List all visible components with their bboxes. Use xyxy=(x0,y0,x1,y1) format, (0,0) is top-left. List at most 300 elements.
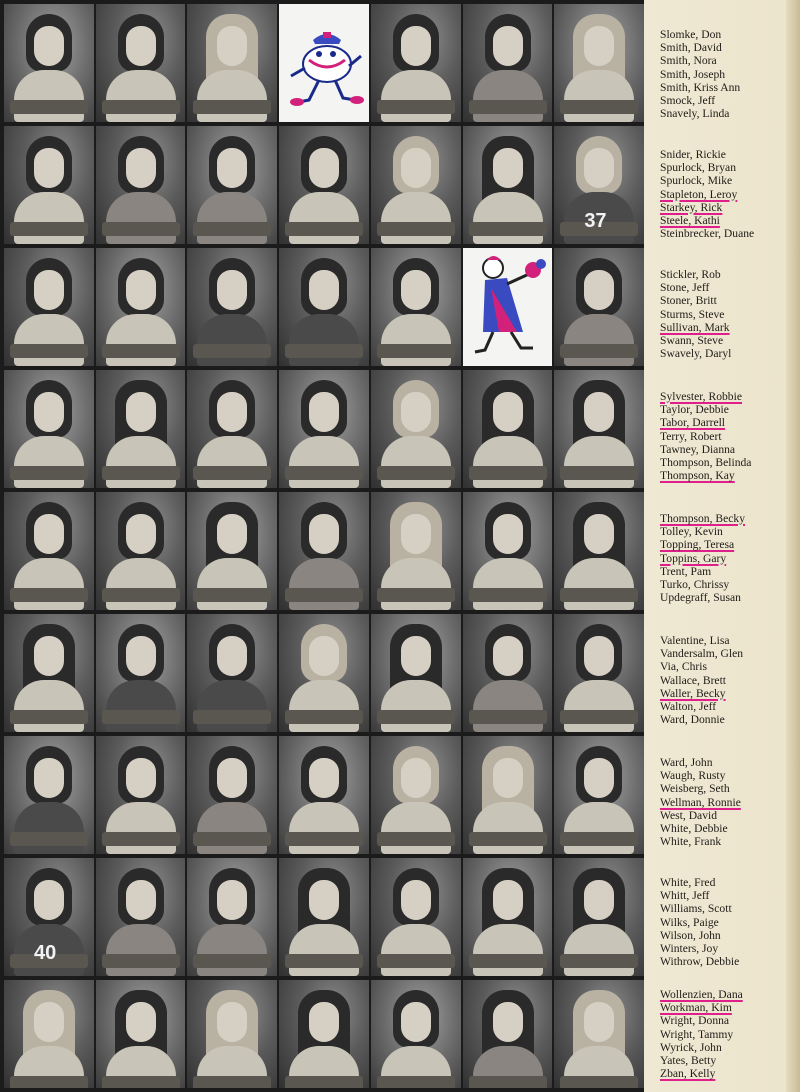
portrait-chair xyxy=(10,466,88,480)
portrait-shirt xyxy=(197,70,267,122)
portrait-shirt xyxy=(14,192,84,244)
student-name: Thompson, Kay xyxy=(660,469,735,483)
portrait-chair xyxy=(377,222,455,236)
student-portrait xyxy=(187,248,277,366)
student-name: Swavely, Daryl xyxy=(660,347,732,361)
portrait-row xyxy=(4,614,644,732)
portrait-face xyxy=(401,270,431,310)
portrait-face xyxy=(309,880,339,920)
portrait-face xyxy=(401,636,431,676)
portrait-chair xyxy=(102,222,180,236)
student-name: Winters, Joy xyxy=(660,942,719,956)
portrait-shirt xyxy=(564,314,634,366)
student-portrait xyxy=(554,126,644,244)
portrait-chair xyxy=(285,344,363,358)
portrait-row xyxy=(4,248,644,366)
portrait-face xyxy=(493,1002,523,1042)
student-portrait xyxy=(371,4,461,122)
portrait-face xyxy=(493,514,523,554)
portrait-face xyxy=(34,148,64,188)
portrait-chair xyxy=(377,588,455,602)
running-maid-cartoon-icon xyxy=(463,248,553,366)
portrait-row xyxy=(4,370,644,488)
portrait-chair xyxy=(193,954,271,968)
student-name: Valentine, Lisa xyxy=(660,634,730,647)
portrait-shirt xyxy=(289,436,359,488)
portrait-shirt xyxy=(289,314,359,366)
portrait-shirt xyxy=(106,924,176,976)
portrait-chair xyxy=(193,710,271,724)
name-list xyxy=(660,28,790,120)
student-portrait xyxy=(554,736,644,854)
portrait-shirt xyxy=(14,802,84,854)
student-portrait xyxy=(4,248,94,366)
portrait-chair xyxy=(102,832,180,846)
portrait-face xyxy=(217,1002,247,1042)
portrait-chair xyxy=(193,466,271,480)
student-name: Wilks, Paige xyxy=(660,915,719,929)
portrait-face xyxy=(309,148,339,188)
student-portrait xyxy=(371,736,461,854)
portrait-face xyxy=(217,514,247,554)
student-portrait xyxy=(187,858,277,976)
portrait-chair xyxy=(469,832,547,846)
portrait-chair xyxy=(469,954,547,968)
name-list xyxy=(660,268,790,360)
student-name: Smith, Joseph xyxy=(660,67,726,81)
student-name: Snider, Rickie xyxy=(660,148,726,161)
student-name: Tawney, Dianna xyxy=(660,442,736,456)
portrait-face xyxy=(309,758,339,798)
portrait-face xyxy=(401,392,431,432)
portrait-face xyxy=(126,514,156,554)
student-portrait xyxy=(4,126,94,244)
portrait-face xyxy=(401,880,431,920)
portrait-face xyxy=(126,392,156,432)
student-name: Via, Chris xyxy=(660,660,707,674)
student-name: Spurlock, Mike xyxy=(660,174,733,188)
portrait-face xyxy=(493,26,523,66)
portrait-shirt xyxy=(381,802,451,854)
student-portrait xyxy=(463,614,553,732)
portrait-face xyxy=(217,392,247,432)
student-portrait xyxy=(554,370,644,488)
student-name: Wollenzien, Dana xyxy=(660,988,743,1001)
student-name: Waller, Becky xyxy=(660,686,726,700)
portrait-shirt xyxy=(473,192,543,244)
portrait-shirt xyxy=(106,558,176,610)
student-name: Smith, David xyxy=(660,41,722,55)
student-name: Wright, Donna xyxy=(660,1014,730,1028)
student-portrait xyxy=(554,614,644,732)
student-name: Stapleton, Leroy xyxy=(660,187,738,201)
portrait-shirt xyxy=(381,70,451,122)
running-humpty-cartoon-icon xyxy=(279,4,369,122)
portrait-shirt xyxy=(14,436,84,488)
portrait-chair xyxy=(285,954,363,968)
student-name: Workman, Kim xyxy=(660,1001,732,1015)
portrait-chair xyxy=(560,588,638,602)
portrait-face xyxy=(34,1002,64,1042)
portrait-chair xyxy=(285,710,363,724)
portrait-chair xyxy=(560,100,638,114)
portrait-shirt xyxy=(381,436,451,488)
student-name: Wright, Tammy xyxy=(660,1027,734,1041)
student-portrait xyxy=(279,980,369,1088)
portrait-chair xyxy=(102,954,180,968)
student-name: Stone, Jeff xyxy=(660,281,710,295)
portrait-shirt xyxy=(564,436,634,488)
student-portrait xyxy=(187,370,277,488)
portrait-shirt xyxy=(564,802,634,854)
portrait-face xyxy=(309,514,339,554)
portrait-shirt xyxy=(381,680,451,732)
portrait-chair xyxy=(102,344,180,358)
portrait-chair xyxy=(560,466,638,480)
student-portrait xyxy=(279,126,369,244)
student-name: Sturms, Steve xyxy=(660,307,725,321)
portrait-shirt xyxy=(197,802,267,854)
portrait-face xyxy=(126,880,156,920)
book-spine xyxy=(786,0,800,1092)
portrait-chair xyxy=(377,710,455,724)
portrait-face xyxy=(584,880,614,920)
portrait-shirt xyxy=(106,802,176,854)
portrait-chair xyxy=(377,100,455,114)
student-portrait xyxy=(4,858,94,976)
portrait-shirt xyxy=(381,192,451,244)
student-name: Tabor, Darrell xyxy=(660,416,726,430)
portrait-chair xyxy=(560,954,638,968)
portrait-shirt xyxy=(473,558,543,610)
portrait-shirt xyxy=(289,558,359,610)
portrait-shirt xyxy=(106,192,176,244)
portrait-shirt xyxy=(381,924,451,976)
portrait-face xyxy=(584,270,614,310)
student-name: Zban, Kelly xyxy=(660,1067,716,1081)
student-name: West, David xyxy=(660,808,718,822)
portrait-shirt xyxy=(106,314,176,366)
portrait-face xyxy=(126,148,156,188)
portrait-chair xyxy=(377,344,455,358)
portrait-chair xyxy=(193,1076,271,1088)
portrait-shirt xyxy=(14,70,84,122)
student-portrait xyxy=(463,4,553,122)
portrait-row xyxy=(4,4,644,122)
student-portrait xyxy=(279,614,369,732)
portrait-chair xyxy=(377,1076,455,1088)
student-portrait xyxy=(279,736,369,854)
student-portrait xyxy=(554,4,644,122)
portrait-chair xyxy=(469,466,547,480)
portrait-chair xyxy=(469,100,547,114)
portrait-face xyxy=(126,270,156,310)
portrait-face xyxy=(217,26,247,66)
student-portrait xyxy=(96,980,186,1088)
portrait-chair xyxy=(193,100,271,114)
jersey-number: 37 xyxy=(584,210,607,232)
portrait-shirt xyxy=(289,802,359,854)
portrait-chair xyxy=(193,222,271,236)
portrait-chair xyxy=(10,100,88,114)
portrait-shirt xyxy=(473,924,543,976)
portrait-chair xyxy=(10,832,88,846)
student-portrait xyxy=(554,248,644,366)
student-name: Tolley, Kevin xyxy=(660,525,723,539)
portrait-shirt xyxy=(106,70,176,122)
student-name: Sylvester, Robbie xyxy=(660,390,742,403)
student-name: Trent, Pam xyxy=(660,564,712,578)
student-portrait xyxy=(554,858,644,976)
student-portrait xyxy=(279,858,369,976)
portrait-shirt xyxy=(473,70,543,122)
student-portrait xyxy=(371,370,461,488)
student-portrait xyxy=(96,492,186,610)
portrait-chair xyxy=(193,832,271,846)
portrait-chair xyxy=(193,344,271,358)
portrait-row xyxy=(4,736,644,854)
student-portrait xyxy=(463,858,553,976)
student-name: Wilson, John xyxy=(660,928,721,942)
student-portrait xyxy=(371,248,461,366)
portrait-shirt xyxy=(197,192,267,244)
portrait-face xyxy=(493,392,523,432)
student-portrait xyxy=(96,858,186,976)
portrait-shirt xyxy=(197,558,267,610)
student-name: Wyrick, John xyxy=(660,1040,722,1054)
student-portrait xyxy=(4,492,94,610)
student-name: Sullivan, Mark xyxy=(660,320,730,334)
portrait-shirt xyxy=(14,314,84,366)
student-portrait xyxy=(4,4,94,122)
student-name: Weisberg, Seth xyxy=(660,782,730,796)
student-name: Withrow, Debbie xyxy=(660,955,740,969)
student-name: Williams, Scott xyxy=(660,902,732,916)
student-name: Whitt, Jeff xyxy=(660,889,710,903)
portrait-face xyxy=(34,758,64,798)
portrait-face xyxy=(584,392,614,432)
student-portrait xyxy=(463,492,553,610)
portrait-face xyxy=(493,148,523,188)
portrait-shirt xyxy=(564,558,634,610)
student-name: Wallace, Brett xyxy=(660,673,727,687)
portrait-face xyxy=(309,392,339,432)
portrait-shirt xyxy=(473,680,543,732)
portrait-shirt xyxy=(14,558,84,610)
portrait-face xyxy=(126,636,156,676)
student-name: Walton, Jeff xyxy=(660,700,717,714)
portrait-chair xyxy=(285,832,363,846)
student-name: Taylor, Debbie xyxy=(660,403,729,417)
student-portrait xyxy=(279,370,369,488)
jersey-number: 40 xyxy=(34,942,57,964)
student-name: Spurlock, Bryan xyxy=(660,161,736,175)
portrait-chair xyxy=(102,710,180,724)
portrait-chair xyxy=(377,832,455,846)
portrait-shirt xyxy=(14,680,84,732)
portrait-face xyxy=(217,880,247,920)
student-portrait xyxy=(96,4,186,122)
portrait-shirt xyxy=(106,680,176,732)
student-portrait xyxy=(554,492,644,610)
portrait-face xyxy=(217,758,247,798)
student-name: Stoner, Britt xyxy=(660,294,717,308)
student-portrait xyxy=(463,736,553,854)
student-portrait xyxy=(96,736,186,854)
student-name: Steinbrecker, Duane xyxy=(660,227,755,241)
portrait-face xyxy=(493,636,523,676)
portrait-chair xyxy=(102,100,180,114)
portrait-face xyxy=(34,270,64,310)
name-list xyxy=(660,148,790,240)
portrait-shirt xyxy=(564,924,634,976)
student-portrait xyxy=(187,4,277,122)
portrait-face xyxy=(217,148,247,188)
name-list xyxy=(660,634,790,726)
portrait-face xyxy=(126,26,156,66)
portrait-face xyxy=(584,758,614,798)
portrait-shirt xyxy=(197,924,267,976)
student-name: Thompson, Belinda xyxy=(660,456,752,470)
portrait-face xyxy=(584,1002,614,1042)
portrait-chair xyxy=(285,588,363,602)
student-name: Ward, Donnie xyxy=(660,713,725,727)
portrait-face xyxy=(309,636,339,676)
portrait-face xyxy=(493,758,523,798)
student-name: Steele, Kathi xyxy=(660,214,720,228)
student-name: White, Debbie xyxy=(660,822,728,836)
student-name: White, Frank xyxy=(660,835,722,849)
portrait-chair xyxy=(285,466,363,480)
name-list xyxy=(660,988,790,1080)
portrait-shirt xyxy=(289,192,359,244)
portrait-row xyxy=(4,980,644,1088)
name-list xyxy=(660,876,790,968)
student-portrait xyxy=(279,248,369,366)
portrait-chair xyxy=(285,1076,363,1088)
student-portrait xyxy=(187,980,277,1088)
portrait-face xyxy=(584,514,614,554)
portrait-face xyxy=(401,26,431,66)
student-portrait xyxy=(4,370,94,488)
portrait-shirt xyxy=(106,436,176,488)
student-portrait xyxy=(371,126,461,244)
student-name: Smith, Nora xyxy=(660,54,717,68)
name-list xyxy=(660,756,790,848)
student-portrait xyxy=(554,980,644,1088)
portrait-chair xyxy=(102,588,180,602)
portrait-chair xyxy=(10,344,88,358)
portrait-row xyxy=(4,126,644,244)
portrait-shirt xyxy=(564,680,634,732)
student-portrait xyxy=(96,248,186,366)
portrait-face xyxy=(401,758,431,798)
portrait-chair xyxy=(10,710,88,724)
student-name: Starkey, Rick xyxy=(660,200,723,214)
student-portrait xyxy=(371,858,461,976)
student-name: Turko, Chrissy xyxy=(660,578,730,592)
student-name: Terry, Robert xyxy=(660,429,722,443)
student-name: Stickler, Rob xyxy=(660,268,721,281)
portrait-face xyxy=(34,392,64,432)
student-name: Swann, Steve xyxy=(660,334,724,348)
portrait-face xyxy=(34,636,64,676)
student-name: Topping, Teresa xyxy=(660,538,735,552)
portrait-face xyxy=(584,148,614,188)
portrait-shirt xyxy=(289,924,359,976)
student-portrait xyxy=(371,614,461,732)
student-name: Waugh, Rusty xyxy=(660,769,726,783)
portrait-chair xyxy=(377,466,455,480)
student-portrait xyxy=(371,980,461,1088)
portrait-shirt xyxy=(564,70,634,122)
student-portrait xyxy=(463,370,553,488)
portrait-face xyxy=(493,880,523,920)
portrait-face xyxy=(309,1002,339,1042)
student-name: Thompson, Becky xyxy=(660,512,746,525)
student-portrait xyxy=(463,126,553,244)
name-list xyxy=(660,390,790,482)
portrait-face xyxy=(401,148,431,188)
portrait-chair xyxy=(469,222,547,236)
portrait-face xyxy=(126,758,156,798)
portrait-face xyxy=(309,270,339,310)
portrait-chair xyxy=(560,1076,638,1088)
portrait-face xyxy=(34,880,64,920)
portrait-chair xyxy=(469,1076,547,1088)
student-name: Smith, Kriss Ann xyxy=(660,80,741,94)
portrait-chair xyxy=(193,588,271,602)
portrait-face xyxy=(401,514,431,554)
portrait-shirt xyxy=(381,558,451,610)
student-name: Toppins, Gary xyxy=(660,551,727,565)
portrait-chair xyxy=(285,222,363,236)
portrait-chair xyxy=(10,588,88,602)
portrait-face xyxy=(34,26,64,66)
student-portrait xyxy=(187,492,277,610)
portrait-chair xyxy=(10,1076,88,1088)
student-portrait xyxy=(187,614,277,732)
portrait-chair xyxy=(10,222,88,236)
student-name: White, Fred xyxy=(660,876,716,889)
student-portrait xyxy=(4,980,94,1088)
portrait-chair xyxy=(377,954,455,968)
portrait-face xyxy=(34,514,64,554)
portrait-shirt xyxy=(473,436,543,488)
student-portrait xyxy=(371,492,461,610)
portrait-chair xyxy=(560,344,638,358)
portrait-chair xyxy=(102,1076,180,1088)
portrait-face xyxy=(401,1002,431,1042)
portrait-chair xyxy=(560,710,638,724)
portrait-face xyxy=(584,26,614,66)
student-name: Slomke, Don xyxy=(660,28,722,41)
portrait-face xyxy=(126,1002,156,1042)
student-name: Ward, John xyxy=(660,756,713,769)
student-name: Updegraff, Susan xyxy=(660,591,741,605)
name-list xyxy=(660,512,790,604)
portrait-chair xyxy=(469,588,547,602)
portrait-shirt xyxy=(197,314,267,366)
student-name: Snavely, Linda xyxy=(660,107,730,121)
portrait-row xyxy=(4,492,644,610)
student-portrait xyxy=(96,370,186,488)
student-name: Smock, Jeff xyxy=(660,94,716,108)
portrait-face xyxy=(217,270,247,310)
student-portrait xyxy=(96,126,186,244)
student-portrait xyxy=(187,126,277,244)
student-name: Wellman, Ronnie xyxy=(660,795,741,809)
